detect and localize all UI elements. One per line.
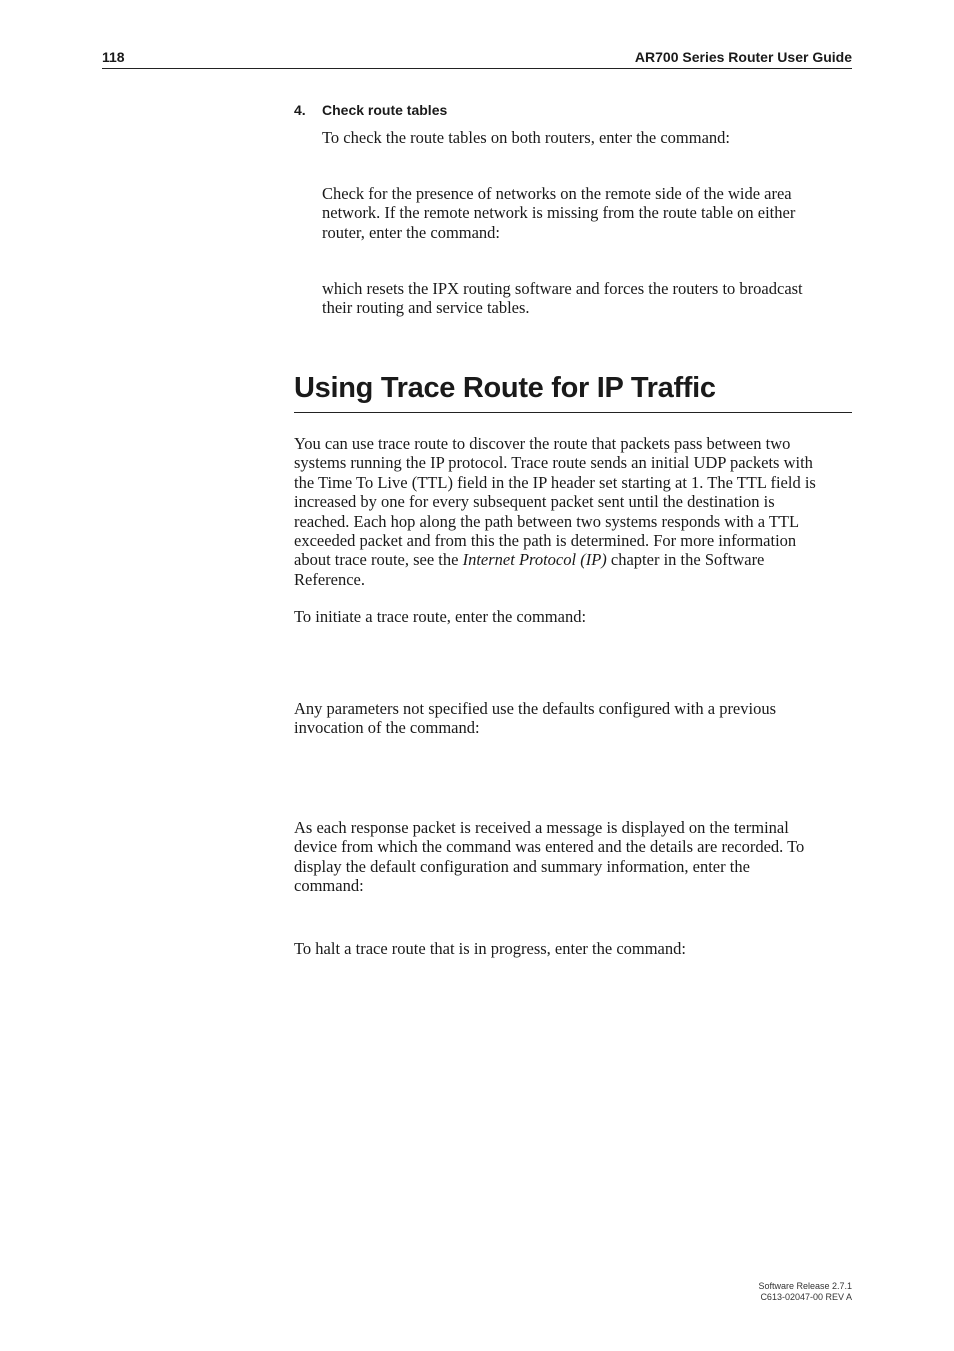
text-line: To halt a trace route that is in progress, enter the command: xyxy=(294,939,686,958)
text-line: display the default configuration and summary information, enter the xyxy=(294,856,750,876)
document-id: C613-02047-00 REV A xyxy=(760,1292,852,1302)
paragraph-parameters xyxy=(294,699,776,738)
text-line: Any parameters not specified use the defaults configured with a previous xyxy=(294,699,777,718)
text-line: Check for the presence of networks on the remote side of the wide area xyxy=(322,184,792,203)
section-title: Using Trace Route for IP Traffic xyxy=(294,372,716,404)
text-line: network. If the remote network is missing from the route table on either xyxy=(322,203,796,223)
text-line xyxy=(294,550,816,569)
text-line: systems running the IP protocol. Trace route sends an initial UDP packets with xyxy=(294,453,813,473)
text-line: exceeded packet and from this the path is determined. For more information xyxy=(294,531,797,551)
paragraph-halt-trace xyxy=(294,939,686,958)
paragraph-trace-route-intro xyxy=(294,434,816,589)
text-line: their routing and service tables. xyxy=(322,298,530,318)
paragraph-response-packets xyxy=(294,818,804,896)
text-line: router, enter the command: xyxy=(322,222,501,242)
step-heading xyxy=(294,102,447,118)
running-title: AR700 Series Router User Guide xyxy=(634,49,852,65)
text-line: As each response packet is received a message is displayed on the terminal xyxy=(294,818,789,837)
software-release: Software Release 2.7.1 xyxy=(758,1281,852,1291)
text-line: device from which the command was entered and the details are recorded. To xyxy=(294,837,805,857)
reference-title: Internet Protocol (IP) xyxy=(462,550,607,570)
text-line: which resets the IPX routing software and forces the routers to broadcast xyxy=(322,279,803,298)
text-line: the Time To Live (TTL) field in the IP header set starting at 1. The TTL field is xyxy=(294,472,816,492)
text-line: You can use trace route to discover the route that packets pass between two xyxy=(294,434,791,453)
paragraph-ipx-reset xyxy=(322,279,803,318)
paragraph-remote-networks xyxy=(322,184,795,242)
text-line: To check the route tables on both routers, enter the command: xyxy=(322,128,731,147)
step-number: 4. xyxy=(294,102,306,118)
text-line: increased by one for every subsequent packet sent until the destination is xyxy=(294,492,775,512)
step-title: Check route tables xyxy=(322,102,448,118)
text-line: Reference. xyxy=(294,569,365,589)
text-run: about trace route, see the xyxy=(294,550,463,570)
text-line: reached. Each hop along the path between two systems responds with a TTL xyxy=(294,511,800,531)
paragraph-initiate-trace xyxy=(294,607,586,626)
footer xyxy=(758,1281,852,1303)
text-run: chapter in the Software xyxy=(606,550,765,570)
section-rule xyxy=(294,412,852,413)
header-rule xyxy=(102,68,852,69)
text-line: To initiate a trace route, enter the command: xyxy=(294,607,587,626)
text-line: command: xyxy=(294,876,364,896)
page-number: 118 xyxy=(102,49,125,65)
text-line: invocation of the command: xyxy=(294,718,480,738)
paragraph-check-route-tables xyxy=(322,128,730,147)
